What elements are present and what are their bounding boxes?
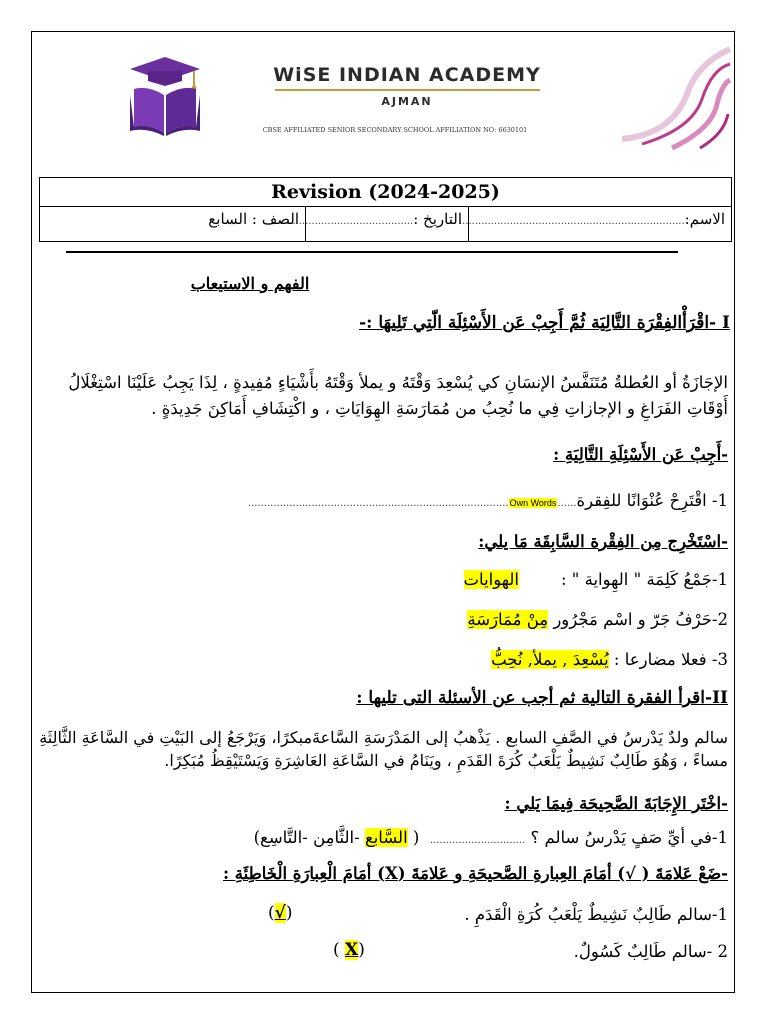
- c1-open: (: [412, 828, 420, 847]
- page-border: [31, 31, 735, 993]
- choose-heading: -اخْتَر الإِجَابَةَ الصَّحِيحَة فِيمَا يَلي :: [504, 794, 728, 813]
- mark-heading: -ضَعْ عَلامَةَ ( √) أمَامَ العِبارةِ الصَّحيحَةِ و عَلامَةَ (X) أمَامَ الْعِبارَةِ الْخَاطِئَةِ :: [222, 864, 728, 883]
- mark-2-answer: X: [345, 940, 359, 960]
- choose-1: [254, 828, 728, 847]
- mark-2-box: (X ): [333, 940, 365, 960]
- class-label: الصف : السابع: [208, 210, 299, 228]
- date-label: التاريخ :: [413, 210, 462, 228]
- date-cell[interactable]: [270, 207, 468, 242]
- revision-title: Revision (2024-2025): [40, 178, 731, 207]
- extract-3: [491, 650, 728, 669]
- mark-2: 2 -سالم طَالِبٌ كَسُولٌ.: [573, 942, 728, 961]
- part1-paragraph: الإجَازَةُ أو العُطلةُ مُتَنَفَّسُ الإنسَانِ كي يُسْعِدَ وَقْتَهُ و يملأ وَقْتَهُ بأَشْيَاءٍ مُفِيدةٍ ، لِذَا يَجِبُ عَلَيْنَا اسْتِغْلَالُ أَوْقَاتِ الفَرَاغِ و الإجازاتِ فِي ما نُحِبُ من مُمَارَسَةِ الهِوَايَاتِ ، و اكْتِشَافِ أَمَاكِنَ جَدِيدَةٍ .: [68, 373, 728, 418]
- separator-line: [66, 251, 678, 253]
- extract-1-text: 1-جَمْعُ كَلِمَة " الهِواية " :: [560, 570, 728, 589]
- part2-heading: II-اقرأ الفقرة التالية ثم أجب عن الأسئلة التى تليها :: [356, 688, 728, 708]
- section-title: الفهم و الاستيعاب: [190, 274, 310, 293]
- c1-dots: ..............................: [429, 835, 526, 846]
- decorative-swirl-icon: [612, 44, 732, 150]
- question-1: [248, 491, 728, 510]
- q1-answer: Own Words: [509, 498, 557, 508]
- info-table: [39, 177, 732, 242]
- name-cell[interactable]: [458, 207, 731, 242]
- affiliation-text: CBSE AFFILIATED SENIOR SECONDARY SCHOOL AFFILIATION NO: 6630101: [262, 126, 528, 134]
- info-row: [40, 207, 731, 242]
- c1-answer: السَّابع: [364, 828, 408, 847]
- extract-1: [464, 570, 728, 589]
- class-cell: [40, 207, 305, 242]
- answer-heading: -أَجِبْ عَن الأَسْئِلَةِ التَّالِيَةِ :: [553, 445, 728, 464]
- extract-1-answer: الهوايات: [463, 570, 519, 589]
- part2-paragraph: سالم ولدٌ يَدْرسُ في الصَّفِ السابع . يَذْهبُ إلى المَدْرَسَةِ السَّاعةَمبكرًا، وَيَرْجَعُ إلى البَيْتِ في السَّاعَةِ الثَّالِثَةِ مساءً ، وَهُوَ طَالِبٌ نَشِيطٌ يَلْعَبُ كُرَةَ القَدَمِ ، ويَنَامُ في السَّاعَةِ العَاشِرَةِ وَيَسْتَيْقِظُ مُبَكِرًا.: [39, 728, 728, 770]
- c1-options: -الثَّامِن -التَّاسِع): [253, 828, 365, 847]
- mark-1-answer: √: [274, 903, 286, 923]
- part1-heading: I -اقْرَأْالفِقْرَة التَّالِيَة ثُمَّ أَجِبْ عَن الأَسْئِلَة الّتِي تَلِيهَا :-: [359, 313, 730, 333]
- extract-2: [467, 610, 728, 629]
- name-label: الاسم:: [684, 210, 725, 228]
- mark-1-box: (√): [268, 903, 293, 923]
- extract-heading: -اسْتَخْرِج مِن الفِقْرة السَّابِقَة مَا يلي:: [478, 532, 728, 551]
- choose-1-text: 1-في أيِّ صَفٍ يَدْرسُ سالم ؟: [530, 828, 728, 847]
- extract-2-text: 2-حَرْفُ جَرّ و اسْم مَجْرُور: [553, 610, 728, 629]
- q1-dots-2: ..................................................................................: [247, 498, 509, 509]
- name-dots: .......................................................................: [458, 216, 685, 227]
- date-dots: .............................................: [270, 216, 414, 227]
- extract-3-text: 3- فعلا مضارعا :: [613, 650, 728, 669]
- brand-divider: [275, 89, 540, 91]
- extract-3-answer: يُسْعِدَ , يملأ, نُحِبُّ: [491, 650, 609, 669]
- question-1-text: 1- اقْتَرِحْ عُنْوَانًا للفِقرة: [576, 491, 728, 510]
- mark-1: 1-سالم طَالِبٌ نَشِيطٌ يَلْعَبُ كُرَةِ الْقَدَمِ .: [464, 905, 728, 924]
- academy-logo-icon: [128, 55, 202, 137]
- extract-2-answer: مِنْ مُمَارَسَةِ: [467, 610, 549, 629]
- q1-dots: ......: [557, 498, 577, 509]
- school-city: AJMAN: [381, 95, 433, 108]
- school-name: WiSE INDIAN ACADEMY: [273, 64, 541, 86]
